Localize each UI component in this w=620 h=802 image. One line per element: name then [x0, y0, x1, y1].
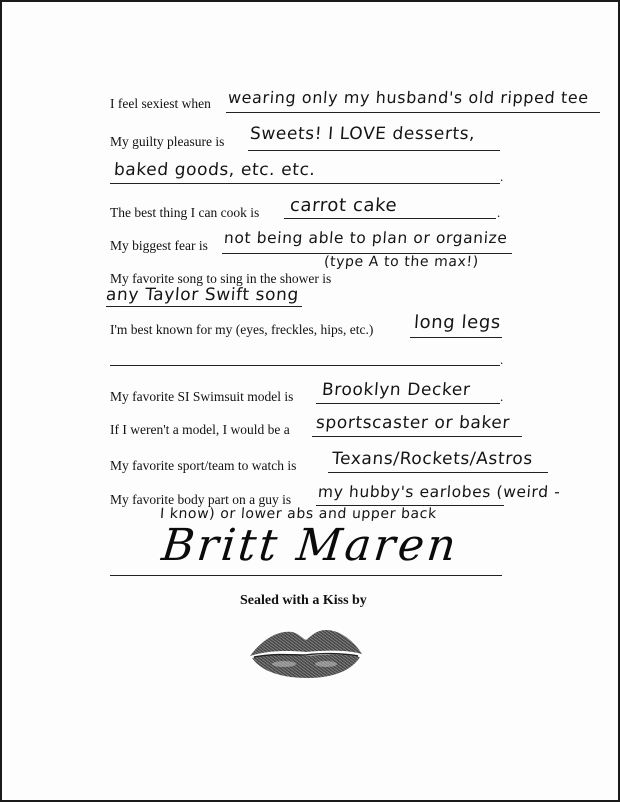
prompt-if-not-model: If I weren't a model, I would be a	[110, 422, 290, 437]
prompt-guilty-pleasure: My guilty pleasure is	[110, 134, 225, 149]
answer-sexiest: wearing only my husband's old ripped tee	[227, 88, 590, 107]
prompt-best-cook: The best thing I can cook is	[110, 205, 260, 220]
answer-line	[106, 306, 302, 307]
answer-line	[110, 183, 500, 184]
period-mark: .	[497, 205, 501, 220]
answer-shower-song: any Taylor Swift song	[105, 285, 300, 305]
prompt-shower-song: My favorite song to sing in the shower is	[110, 271, 332, 286]
answer-line	[328, 472, 548, 473]
answer-best-cook: carrot cake	[289, 195, 398, 216]
signature-line	[110, 575, 502, 576]
answer-biggest-fear-continued: (type A to the max!)	[323, 254, 480, 270]
answer-favorite-sport: Texans/Rockets/Astros	[331, 449, 534, 469]
answer-si-model: Brooklyn Decker	[321, 380, 472, 400]
answer-line	[248, 150, 500, 151]
prompt-favorite-sport: My favorite sport/team to watch is	[110, 458, 297, 473]
answer-line	[226, 112, 600, 113]
answer-biggest-fear: not being able to plan or organize	[223, 229, 509, 247]
prompt-best-known: I'm best known for my (eyes, freckles, hips, etc.)	[110, 322, 374, 337]
answer-best-known: long legs	[413, 312, 502, 333]
answer-guilty-pleasure: Sweets! I LOVE desserts,	[249, 124, 476, 144]
answer-line	[316, 403, 500, 404]
period-mark: .	[500, 169, 504, 184]
signature: Britt Maren	[159, 520, 462, 571]
sealed-label: Sealed with a Kiss by	[240, 593, 367, 608]
answer-body-part: my hubby's earlobes (weird -	[317, 483, 562, 501]
lips-print-icon	[246, 620, 366, 684]
answer-body-part-continued: I know) or lower abs and upper back	[159, 506, 438, 522]
answer-line	[284, 218, 496, 219]
prompt-si-model: My favorite SI Swimsuit model is	[110, 389, 294, 404]
answer-if-not-model: sportscaster or baker	[315, 413, 511, 433]
period-mark: .	[500, 389, 504, 404]
answer-line	[410, 337, 502, 338]
answer-line	[312, 436, 522, 437]
answer-line	[110, 365, 500, 366]
prompt-body-part: My favorite body part on a guy is	[110, 492, 292, 507]
period-mark: .	[500, 352, 504, 367]
prompt-biggest-fear: My biggest fear is	[110, 238, 208, 253]
prompt-sexiest: I feel sexiest when	[110, 96, 211, 111]
answer-guilty-pleasure-continued: baked goods, etc. etc.	[113, 160, 317, 180]
